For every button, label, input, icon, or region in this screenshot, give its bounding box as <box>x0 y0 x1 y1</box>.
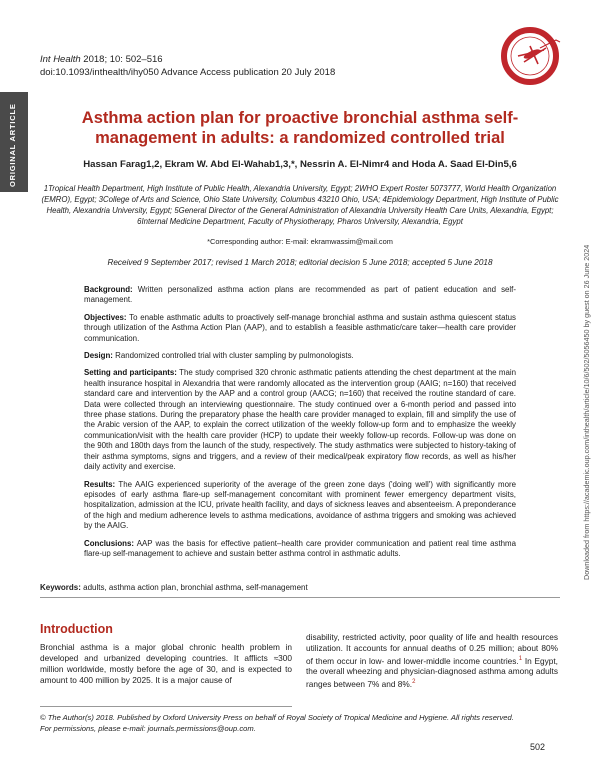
abstract <box>84 285 516 566</box>
intro-column-left: Bronchial asthma is a major global chronic health problem in developed and urbanized developing countries. It afflicts ≈300 million worldwide, mostly before the age of 30, and is expected to amount to 400 million by 2025. It is a major cause of <box>40 642 292 685</box>
download-watermark: Downloaded from https://academic.oup.com/inthealth/article/10/6/502/5056450 by guest on 26 June 2024 <box>582 244 591 580</box>
copyright-notice <box>40 712 560 734</box>
abstract-label: Setting and participants: <box>84 368 177 378</box>
corresponding-author: *Corresponding author: E-mail: ekramwassim@mail.com <box>207 237 393 246</box>
intro-text: In Egypt, the overall wheezing and physician-diagnosed asthma among adults ranges between 7% and 8%. <box>306 655 558 690</box>
abstract-label: Results: <box>84 479 116 489</box>
permissions-line: For permissions, please e-mail: journals.permissions@oup.com. <box>40 724 256 733</box>
abstract-label: Conclusions: <box>84 538 134 548</box>
intro-text: disability, restricted activity, poor quality of life and health resources utilization. It accounts for annual deaths of 0.25 million; about 80% of them occur in low- and lower-middle income countries. <box>306 632 558 666</box>
copyright-line: © The Author(s) 2018. Published by Oxford University Press on behalf of Royal Society of Tropical Medicine and Hygiene. All rights reserved. <box>40 713 514 722</box>
footer-divider <box>40 706 292 707</box>
journal-name: Int Health <box>40 54 81 65</box>
abstract-label: Background: <box>84 285 133 294</box>
abstract-text: AAP was the basis for effective patient–health care provider communication and patient real time asthma flare-up self-management to achieve and sustain better asthma control in asthmatic adults. <box>84 538 516 558</box>
abstract-text: The study comprised 320 chronic asthmatic patients attending the chest department at the main health insurance hospital in Alexandria that were randomly allocated as the intervention group (AAIG; n=160) that received standard care and intervention by the AAP and a control group (AACG; n=160) that received the routine standard of care. Data were collected through an interviewing questionnaire. The study continued over a 6-month period and passed into three phase stations. During the preparatory phase the health care provider managed to explain, fill and simplify the use of the Arabic version of the AAP, to explain the correct utilization of the weekly follow-up form and to emphasize the weekly communication/visit with the health care provider (HCP) to update their weekly follow-up records. Follow-up was done on the 90th and 180th days from the launch of the study, respectively. The study asthmatics were subjected to history-taking of their asthma symptoms, signs and triggers, and a review of their medical/peak expiratory flow records, as well as his/her daily activity and exercise. <box>84 368 516 472</box>
keywords-divider <box>40 597 560 598</box>
abstract-text: Randomized controlled trial with cluster sampling by pulmonologists. <box>112 351 354 361</box>
abstract-background <box>84 285 516 306</box>
abstract-results <box>84 480 516 532</box>
abstract-text: Written personalized asthma action plans are recommended as part of patient education and self-management. <box>84 285 516 305</box>
society-logo <box>500 26 564 86</box>
article-type-label: ORIGINAL ARTICLE <box>8 103 17 187</box>
keywords-text: adults, asthma action plan, bronchial asthma, self-management <box>80 583 308 592</box>
citation-link[interactable]: 1 <box>518 655 523 662</box>
journal-doi[interactable]: doi:10.1093/inthealth/ihy050 Advance Access publication 20 July 2018 <box>40 67 336 78</box>
page-number: 502 <box>530 742 546 752</box>
society-seal-icon <box>500 26 564 86</box>
abstract-conclusions <box>84 539 516 560</box>
affiliations: 1Tropical Health Department, High Institute of Public Health, Alexandria University, Egypt; 2WHO Expert Roster 5073777, World Health Organization (EMRO), Egypt; 3College of Arts and Science, Ohio State University, Columbus 43210 Ohio, USA; 4Epidemiology Department, High Institute of Public Health, Alexandria University, Egypt; 5General Director of the General Administration of Alexandria University Health Care Units, Alexandria, Egypt; 6Internal Medicine Department, Faculty of Physiotherapy, Pharos University, Alexandria, Egypt <box>41 184 559 226</box>
article-type-tab <box>0 92 28 192</box>
journal-citation <box>40 53 335 79</box>
abstract-text: To enable asthmatic adults to proactively self-manage bronchial asthma and sustain asthma quiescent status through utilization of the Asthma Action Plan (AAP), and to establish a feasible asthmatic/care taker—health care provider communication. <box>84 312 516 343</box>
keywords <box>40 583 560 592</box>
keywords-label: Keywords: <box>40 583 81 592</box>
article-title: Asthma action plan for proactive bronchial asthma self-management in adults: a randomized controlled trial <box>81 109 519 147</box>
received-dates: Received 9 September 2017; revised 1 March 2018; editorial decision 5 June 2018; accepted 5 June 2018 <box>107 258 493 267</box>
abstract-text: The AAIG experienced superiority of the average of the green zone days ('doing well') with significantly more episodes of early asthma flare-up self-management concomitant with prominent fewer emergency department visits, hospitalization, admission at the ICU, private health facility, and days of sickness leaves and absenteeism. A preponderance of the high and medium adherence levels to asthma medications, avoidance of asthma triggers and smoking was achieved by the AAIG. <box>84 479 516 531</box>
author-list: Hassan Farag1,2, Ekram W. Abd El-Wahab1,3,*, Nessrin A. El-Nimr4 and Hoda A. Saad El-Din5,6 <box>83 159 517 170</box>
abstract-objectives <box>84 313 516 344</box>
citation-link[interactable]: 2 <box>412 679 416 686</box>
section-heading-introduction: Introduction <box>40 622 113 636</box>
abstract-label: Design: <box>84 351 113 361</box>
abstract-setting <box>84 368 516 472</box>
abstract-label: Objectives: <box>84 312 127 322</box>
intro-column-right <box>306 632 558 690</box>
journal-volume: 2018; 10: 502–516 <box>80 54 163 65</box>
abstract-design <box>84 351 516 361</box>
